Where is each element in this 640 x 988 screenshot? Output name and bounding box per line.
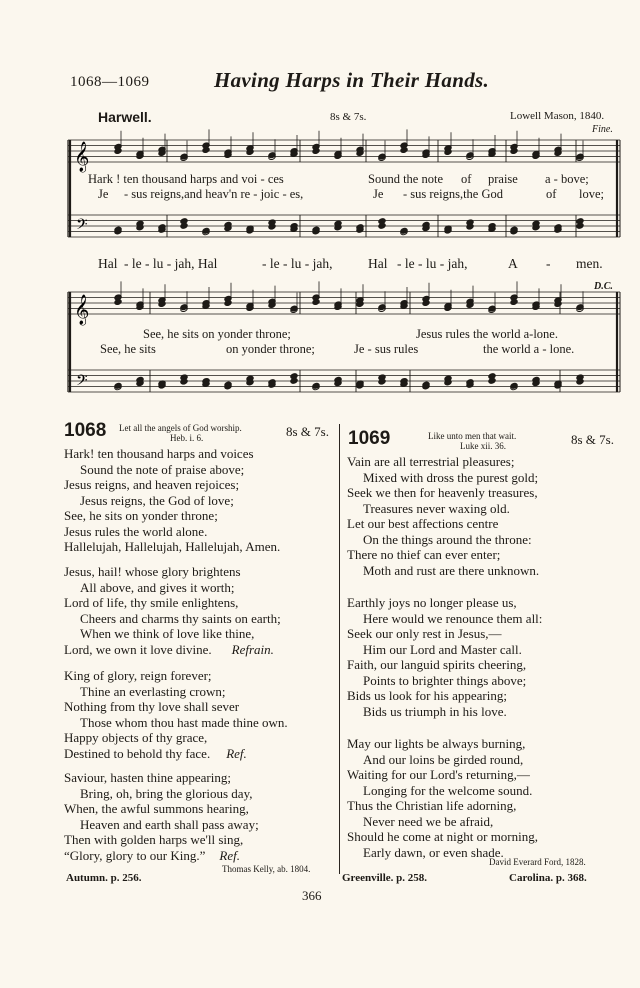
- column-divider: [339, 424, 340, 874]
- tune-name: Harwell.: [98, 109, 152, 125]
- lyric-alto-2b: on yonder throne;: [226, 342, 315, 356]
- lyric-bass-1e: - le - lu - jah,: [397, 256, 468, 271]
- bass-clef: 𝄢: [76, 372, 88, 393]
- lyric-alto-1c: Je: [373, 187, 384, 201]
- lyric-soprano-1e: a - bove;: [545, 172, 589, 186]
- lyric-bass-1c: - le - lu - jah,: [262, 256, 333, 271]
- lyric-alto-1a: Je: [98, 187, 109, 201]
- hymn-1068-stanza-1: Hark! ten thousand harps and voices Sound the note of praise above; Jesus reigns, and heaven rejoices; Jesus reigns, the God of love; See, he sits on yonder throne; Jesus rules the world alone. Hallelujah, Hallelujah, Hallelujah, Amen.: [64, 446, 281, 554]
- hymn-1069-scripture: Like unto men that wait.: [428, 431, 517, 441]
- refrain-label: Refrain.: [231, 641, 274, 657]
- lyric-alto-1d: - sus reigns,the God: [403, 187, 503, 201]
- hymn-1069-stanza-3: May our lights be always burning, And our loins be girded round, Waiting for our Lord's returning,— Longing for the welcome sound. Thus the Christian life adorning, Never need we be afraid, Should he come at night or morning, Early dawn, or even shade.: [347, 736, 539, 860]
- hymn-1069-stanza-1: Vain are all terrestrial pleasures; Mixed with dross the purest gold; Seek we then for heavenly treasures, Treasures never waxing old. Let our best affections centre On the things around the throne: There no thief can ever enter; Moth and rust are there unknown.: [347, 454, 540, 578]
- hymn-1068-stanza-4: Saviour, hasten thine appearing; Bring, oh, bring the glorious day, When, the awful summons hearing, Heaven and earth shall pass away; Then with golden harps we'll sing, “Glory, glory to our King.” Ref.: [64, 770, 259, 863]
- lyric-soprano-1d: praise: [488, 172, 518, 186]
- lyric-soprano-1c: of: [461, 172, 472, 186]
- lyric-alto-1e: of: [546, 187, 557, 201]
- tune-composer: Lowell Mason, 1840.: [510, 110, 605, 122]
- lyric-soprano-1a: Hark ! ten thousand harps and voi - ces: [88, 172, 284, 186]
- hymn-1068-stanza-3: King of glory, reign forever; Thine an everlasting crown; Nothing from thy love shall sever Those whom thou hast made thine own. Happy objects of thy grace, Destined to behold thy face. Ref.: [64, 668, 288, 761]
- lyric-alto-1b: - sus reigns,and heav'n re - joic - es,: [124, 187, 304, 201]
- dc-marking: D.C.: [594, 281, 613, 292]
- hymn-number-range: 1068—1069: [70, 74, 150, 90]
- lyric-alto-2c: Je - sus rules: [354, 342, 419, 356]
- lyric-alto-2d: the world a - lone.: [483, 342, 575, 356]
- ref-label-2: Ref.: [219, 847, 240, 863]
- lyric-alto-1f: love;: [579, 187, 604, 201]
- footer-tune-carolina: Carolina. p. 368.: [509, 872, 587, 884]
- hymn-1068-number: 1068: [64, 420, 107, 441]
- lyric-bass-1d: Hal: [368, 256, 388, 271]
- hymn-1069-scripture-ref: Luke xii. 36.: [460, 441, 506, 451]
- section-title: Having Harps in Their Hands.: [214, 68, 490, 92]
- hymn-1068-scripture: Let all the angels of God worship.: [119, 423, 242, 433]
- footer-tune-greenville: Greenville. p. 258.: [342, 872, 428, 884]
- treble-clef: 𝄞: [74, 142, 90, 172]
- lyric-soprano-1b: Sound the note: [368, 172, 443, 186]
- bass-clef: 𝄢: [76, 216, 88, 237]
- ref-label-1: Ref.: [226, 745, 247, 761]
- tune-meter: 8s & 7s.: [330, 111, 367, 123]
- hymn-1068-scripture-ref: Heb. i. 6.: [170, 433, 204, 443]
- lyric-bass-1a: Hal: [98, 256, 118, 271]
- hymn-1069-attribution: David Everard Ford, 1828.: [489, 857, 586, 867]
- lyric-soprano-2b: Jesus rules the world a-lone.: [416, 327, 558, 341]
- hymn-1068-stanza-2: Jesus, hail! whose glory brightens All above, and gives it worth; Lord of life, thy smile enlightens, Cheers and charms thy saints on earth; When we think of love like thine, Lord, we own it love divine. Refrain.: [64, 564, 281, 657]
- hymn-1069-number: 1069: [348, 428, 391, 449]
- hymn-1068-attribution: Thomas Kelly, ab. 1804.: [222, 864, 311, 874]
- lyric-bass-1h: men.: [576, 256, 603, 271]
- lyric-soprano-2a: See, he sits on yonder throne;: [143, 327, 291, 341]
- music-notation: [0, 0, 640, 420]
- lyric-bass-1f: A: [508, 256, 518, 271]
- hymn-1068-meter: 8s & 7s.: [286, 424, 329, 439]
- fine-marking: Fine.: [592, 124, 613, 135]
- treble-clef: 𝄞: [74, 295, 90, 325]
- hymn-1069-stanza-2: Earthly joys no longer please us, Here would we renounce them all: Seek our only rest in Jesus,— Him our Lord and Master call. Faith, our languid spirits cheering, Points to brighter things above; Bids us look for his appearing; Bids us triumph in his love.: [347, 595, 543, 719]
- lyric-bass-1b: - le - lu - jah, Hal: [124, 256, 218, 271]
- lyric-bass-1g: -: [546, 256, 551, 271]
- footer-tune-autumn: Autumn. p. 256.: [66, 872, 142, 884]
- page-number: 366: [302, 888, 322, 903]
- hymn-1069-meter: 8s & 7s.: [571, 432, 614, 447]
- lyric-alto-2a: See, he sits: [100, 342, 156, 356]
